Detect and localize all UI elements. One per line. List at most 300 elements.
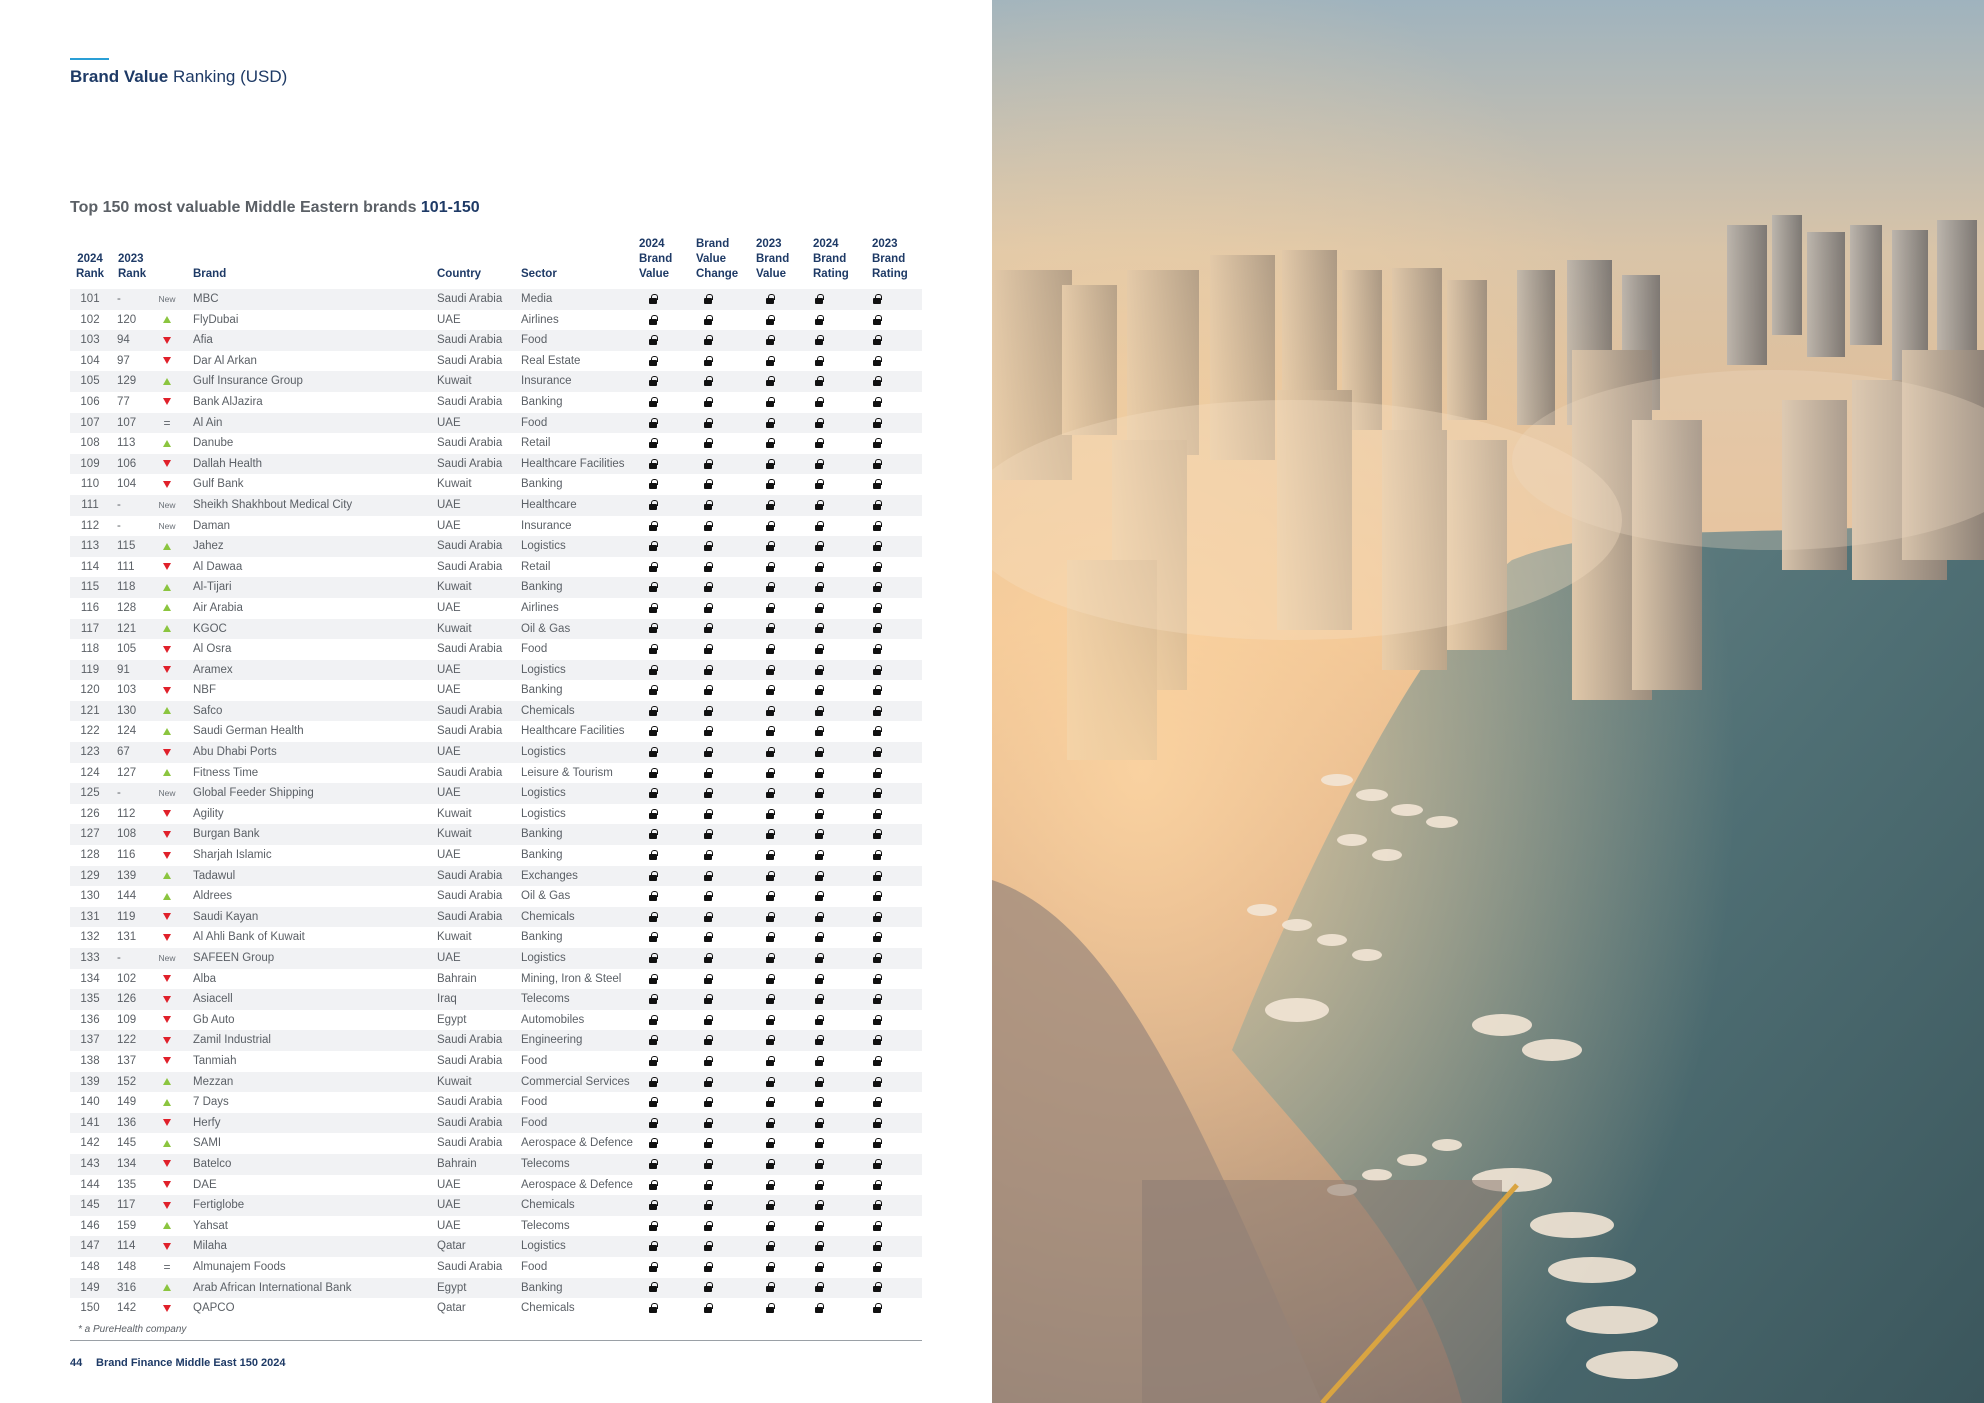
table-row (70, 989, 922, 1010)
rank-movement (152, 392, 182, 413)
rank-2024: 127 (80, 828, 100, 841)
locked-value (762, 1236, 778, 1257)
sector: Engineering (521, 1034, 583, 1047)
locked-value (869, 1051, 885, 1072)
locked-value (811, 886, 827, 907)
rank-movement (152, 845, 182, 866)
rank-2024: 119 (80, 663, 100, 676)
locked-value (645, 619, 661, 640)
locked-value (811, 927, 827, 948)
locked-value (869, 1154, 885, 1175)
padlock-icon (649, 788, 657, 798)
triangle-up-icon (163, 1078, 171, 1085)
locked-value (811, 536, 827, 557)
padlock-icon (704, 1241, 712, 1251)
padlock-icon (815, 438, 823, 448)
locked-value (700, 886, 716, 907)
locked-value (869, 948, 885, 969)
padlock-icon (873, 1138, 881, 1148)
rank-2023: 145 (117, 1137, 137, 1150)
locked-value (645, 1298, 661, 1319)
table-row (70, 1298, 922, 1319)
locked-value (645, 866, 661, 887)
padlock-icon (704, 1282, 712, 1292)
padlock-icon (815, 479, 823, 489)
padlock-icon (766, 891, 774, 901)
table-row (70, 433, 922, 454)
locked-value (762, 413, 778, 434)
padlock-icon (704, 1200, 712, 1210)
locked-value (762, 1072, 778, 1093)
padlock-icon (873, 1015, 881, 1025)
padlock-icon (704, 1056, 712, 1066)
table-title: Top 150 most valuable Middle Eastern brands 101-150 (70, 199, 480, 216)
sector: Logistics (521, 1240, 566, 1253)
brand-name: Al Ain (193, 416, 223, 429)
sector: Banking (521, 395, 563, 408)
brand-name: Sheikh Shakhbout Medical City (193, 498, 353, 511)
padlock-icon (766, 850, 774, 860)
locked-value (762, 763, 778, 784)
rank-2024: 121 (80, 704, 100, 717)
padlock-icon (704, 1138, 712, 1148)
country: Saudi Arabia (437, 1034, 503, 1047)
rank-2024: 130 (80, 890, 100, 903)
rank-2023: 135 (117, 1178, 137, 1191)
padlock-icon (873, 891, 881, 901)
padlock-icon (873, 665, 881, 675)
sector: Banking (521, 581, 563, 594)
table-row (70, 701, 922, 722)
sector: Oil & Gas (521, 890, 571, 903)
triangle-down-icon (163, 1119, 171, 1126)
locked-value (811, 845, 827, 866)
padlock-icon (704, 1118, 712, 1128)
sector: Insurance (521, 519, 572, 532)
triangle-down-icon (163, 1202, 171, 1209)
rank-2023: 121 (117, 622, 137, 635)
locked-value (811, 619, 827, 640)
rank-2024: 103 (80, 334, 100, 347)
padlock-icon (649, 294, 657, 304)
sector: Oil & Gas (521, 622, 571, 635)
table-row (70, 598, 922, 619)
country: Saudi Arabia (437, 890, 503, 903)
locked-value (869, 1216, 885, 1237)
padlock-icon (873, 747, 881, 757)
rank-2023: 152 (117, 1075, 137, 1088)
padlock-icon (649, 891, 657, 901)
locked-value (700, 783, 716, 804)
locked-value (869, 536, 885, 557)
locked-value (645, 1092, 661, 1113)
padlock-icon (704, 850, 712, 860)
padlock-icon (766, 1282, 774, 1292)
rank-movement (152, 907, 182, 928)
padlock-icon (766, 376, 774, 386)
padlock-icon (649, 747, 657, 757)
brand-name: Fitness Time (193, 766, 259, 779)
country: Saudi Arabia (437, 643, 503, 656)
country: UAE (437, 416, 461, 429)
padlock-icon (766, 726, 774, 736)
rank-2023: 94 (117, 334, 130, 347)
padlock-icon (815, 1200, 823, 1210)
padlock-icon (704, 459, 712, 469)
triangle-up-icon (163, 440, 171, 447)
padlock-icon (766, 335, 774, 345)
locked-value (869, 330, 885, 351)
table-row (70, 680, 922, 701)
locked-value (869, 516, 885, 537)
padlock-icon (649, 397, 657, 407)
padlock-icon (766, 685, 774, 695)
new-tag: New (158, 499, 176, 510)
rank-2024: 136 (80, 1013, 100, 1026)
padlock-icon (815, 706, 823, 716)
padlock-icon (649, 1282, 657, 1292)
padlock-icon (649, 974, 657, 984)
rank-2023: - (117, 498, 121, 511)
locked-value (811, 1175, 827, 1196)
locked-value (869, 783, 885, 804)
sector: Mining, Iron & Steel (521, 972, 622, 985)
locked-value (645, 371, 661, 392)
padlock-icon (815, 623, 823, 633)
brand-name: Daman (193, 519, 231, 532)
padlock-icon (873, 294, 881, 304)
locked-value (762, 1298, 778, 1319)
locked-value (811, 1195, 827, 1216)
rank-2024: 142 (80, 1137, 100, 1150)
padlock-icon (766, 1097, 774, 1107)
padlock-icon (704, 294, 712, 304)
padlock-icon (873, 1077, 881, 1087)
col-country: Country (437, 268, 482, 280)
padlock-icon (873, 356, 881, 366)
rank-2024: 109 (80, 457, 100, 470)
rank-2023: 105 (117, 643, 137, 656)
triangle-up-icon (163, 1140, 171, 1147)
brand-name: Al Ahli Bank of Kuwait (193, 931, 305, 944)
rank-movement (152, 351, 182, 372)
triangle-down-icon (163, 563, 171, 570)
triangle-down-icon (163, 810, 171, 817)
locked-value (645, 639, 661, 660)
locked-value (869, 742, 885, 763)
locked-value (811, 804, 827, 825)
locked-value (811, 474, 827, 495)
country: Saudi Arabia (437, 334, 503, 347)
brand-name: Air Arabia (193, 601, 243, 614)
country: Qatar (437, 1302, 466, 1315)
triangle-up-icon (163, 1222, 171, 1229)
locked-value (700, 289, 716, 310)
triangle-down-icon (163, 460, 171, 467)
padlock-icon (649, 541, 657, 551)
brand-name: Al Dawaa (193, 560, 243, 573)
brand-name: Al-Tijari (193, 581, 232, 594)
locked-value (811, 969, 827, 990)
locked-value (811, 907, 827, 928)
padlock-icon (649, 912, 657, 922)
padlock-icon (815, 829, 823, 839)
padlock-icon (873, 871, 881, 881)
locked-value (811, 1010, 827, 1031)
rank-movement (152, 495, 182, 516)
padlock-icon (649, 418, 657, 428)
padlock-icon (873, 603, 881, 613)
rank-2023: 128 (117, 601, 137, 614)
locked-value (811, 742, 827, 763)
locked-value (645, 1072, 661, 1093)
rank-2023: 113 (117, 437, 136, 450)
locked-value (700, 1051, 716, 1072)
sector: Chemicals (521, 1199, 575, 1212)
sector: Chemicals (521, 704, 575, 717)
country: UAE (437, 684, 461, 697)
padlock-icon (704, 685, 712, 695)
padlock-icon (815, 541, 823, 551)
locked-value (762, 824, 778, 845)
locked-value (869, 907, 885, 928)
padlock-icon (704, 1303, 712, 1313)
locked-value (645, 536, 661, 557)
country: Qatar (437, 1240, 466, 1253)
locked-value (811, 371, 827, 392)
country: Saudi Arabia (437, 560, 503, 573)
triangle-down-icon (163, 398, 171, 405)
padlock-icon (766, 1262, 774, 1272)
padlock-icon (766, 1118, 774, 1128)
padlock-icon (704, 891, 712, 901)
padlock-icon (704, 438, 712, 448)
table-row (70, 392, 922, 413)
locked-value (762, 289, 778, 310)
country: UAE (437, 498, 461, 511)
sector: Retail (521, 560, 551, 573)
country: UAE (437, 1199, 461, 1212)
brand-name: Jahez (193, 540, 224, 553)
country: UAE (437, 1178, 461, 1191)
locked-value (811, 1072, 827, 1093)
padlock-icon (704, 623, 712, 633)
country: Saudi Arabia (437, 910, 503, 923)
table-row (70, 660, 922, 681)
locked-value (700, 619, 716, 640)
locked-value (700, 577, 716, 598)
country: Saudi Arabia (437, 540, 503, 553)
rank-movement (152, 1236, 182, 1257)
country: UAE (437, 952, 461, 964)
sector: Exchanges (521, 869, 578, 882)
padlock-icon (704, 582, 712, 592)
padlock-icon (649, 1015, 657, 1025)
table-header (70, 232, 922, 282)
rank-movement (152, 1278, 182, 1299)
padlock-icon (766, 438, 774, 448)
sector: Food (521, 1116, 548, 1129)
padlock-icon (704, 1180, 712, 1190)
footnote: * a PureHealth company (78, 1324, 187, 1335)
locked-value (869, 1257, 885, 1278)
brand-name: Afia (193, 334, 213, 347)
rank-2023: 109 (117, 1013, 137, 1026)
padlock-icon (704, 356, 712, 366)
triangle-down-icon (163, 1016, 171, 1023)
locked-value (700, 1257, 716, 1278)
padlock-icon (766, 1056, 774, 1066)
padlock-icon (815, 315, 823, 325)
brand-name: Gulf Insurance Group (193, 375, 303, 388)
locked-value (762, 1257, 778, 1278)
locked-value (811, 721, 827, 742)
padlock-icon (704, 809, 712, 819)
locked-value (869, 1236, 885, 1257)
padlock-icon (649, 644, 657, 654)
section-title: Brand Value Ranking (USD) (70, 67, 288, 86)
locked-value (700, 927, 716, 948)
padlock-icon (649, 1303, 657, 1313)
padlock-icon (766, 562, 774, 572)
rank-movement (152, 454, 182, 475)
rank-2023: 122 (117, 1034, 137, 1047)
padlock-icon (766, 500, 774, 510)
padlock-icon (815, 850, 823, 860)
locked-value (762, 454, 778, 475)
locked-value (645, 413, 661, 434)
table-row (70, 577, 922, 598)
rank-2024: 106 (80, 395, 100, 408)
locked-value (762, 866, 778, 887)
padlock-icon (815, 912, 823, 922)
padlock-icon (873, 459, 881, 469)
padlock-icon (766, 644, 774, 654)
sector: Food (521, 643, 548, 656)
locked-value (700, 763, 716, 784)
brand-name: Dallah Health (193, 457, 263, 470)
locked-value (700, 1195, 716, 1216)
locked-value (762, 598, 778, 619)
padlock-icon (704, 541, 712, 551)
country: Saudi Arabia (437, 1054, 503, 1067)
sector: Retail (521, 437, 551, 450)
padlock-icon (815, 397, 823, 407)
rank-2024: 146 (80, 1219, 100, 1232)
padlock-icon (766, 768, 774, 778)
padlock-icon (766, 829, 774, 839)
table-row (70, 1133, 922, 1154)
rank-2023: 130 (117, 704, 137, 717)
brand-name: SAMI (193, 1137, 222, 1150)
padlock-icon (815, 1056, 823, 1066)
padlock-icon (873, 1221, 881, 1231)
table-row (70, 289, 922, 310)
locked-value (869, 845, 885, 866)
brand-name: Asiacell (193, 993, 233, 1006)
new-tag: New (158, 953, 176, 963)
brand-name: Safco (193, 704, 223, 717)
brand-name: Abu Dhabi Ports (193, 746, 277, 759)
locked-value (700, 454, 716, 475)
locked-value (762, 680, 778, 701)
padlock-icon (815, 809, 823, 819)
locked-value (811, 330, 827, 351)
locked-value (869, 1298, 885, 1319)
locked-value (700, 516, 716, 537)
locked-value (645, 701, 661, 722)
brand-name: Aldrees (193, 890, 232, 903)
locked-value (869, 866, 885, 887)
locked-value (811, 680, 827, 701)
padlock-icon (704, 479, 712, 489)
padlock-icon (704, 726, 712, 736)
rank-2023: 117 (117, 1199, 136, 1212)
country: Saudi Arabia (437, 457, 503, 470)
brand-name: 7 Days (193, 1096, 229, 1109)
sector: Food (521, 1096, 548, 1109)
rank-2024: 132 (80, 931, 100, 944)
equal-sign: = (163, 1259, 171, 1274)
rank-2023: - (117, 293, 121, 305)
table-row (70, 721, 922, 742)
rank-movement (152, 516, 182, 537)
locked-value (700, 989, 716, 1010)
locked-value (645, 392, 661, 413)
country: UAE (437, 601, 461, 614)
sector: Logistics (521, 787, 566, 800)
locked-value (645, 351, 661, 372)
locked-value (869, 660, 885, 681)
locked-value (811, 557, 827, 578)
table-row (70, 1010, 922, 1031)
country: UAE (437, 1219, 461, 1232)
padlock-icon (766, 912, 774, 922)
new-tag: New (158, 294, 176, 304)
locked-value (645, 310, 661, 331)
locked-value (645, 969, 661, 990)
rank-2023: 77 (117, 395, 130, 408)
sector: Aerospace & Defence (521, 1178, 633, 1191)
locked-value (762, 1010, 778, 1031)
rank-movement (152, 433, 182, 454)
table-row (70, 536, 922, 557)
locked-value (645, 927, 661, 948)
country: UAE (437, 787, 461, 800)
sector: Real Estate (521, 354, 581, 367)
locked-value (869, 392, 885, 413)
rank-2023: 97 (117, 354, 130, 367)
padlock-icon (815, 1097, 823, 1107)
locked-value (869, 310, 885, 331)
triangle-up-icon (163, 1099, 171, 1106)
locked-value (762, 927, 778, 948)
rank-2024: 128 (80, 849, 100, 862)
sector: Food (521, 1260, 548, 1273)
padlock-icon (649, 809, 657, 819)
sector: Logistics (521, 952, 566, 964)
locked-value (869, 454, 885, 475)
triangle-up-icon (163, 543, 171, 550)
padlock-icon (649, 726, 657, 736)
table-row (70, 1030, 922, 1051)
padlock-icon (649, 1241, 657, 1251)
col-2023-rank: 2023 Rank (118, 253, 147, 280)
locked-value (811, 1216, 827, 1237)
padlock-icon (766, 1241, 774, 1251)
sector: Media (521, 293, 553, 305)
brand-name: Gulf Bank (193, 478, 244, 491)
